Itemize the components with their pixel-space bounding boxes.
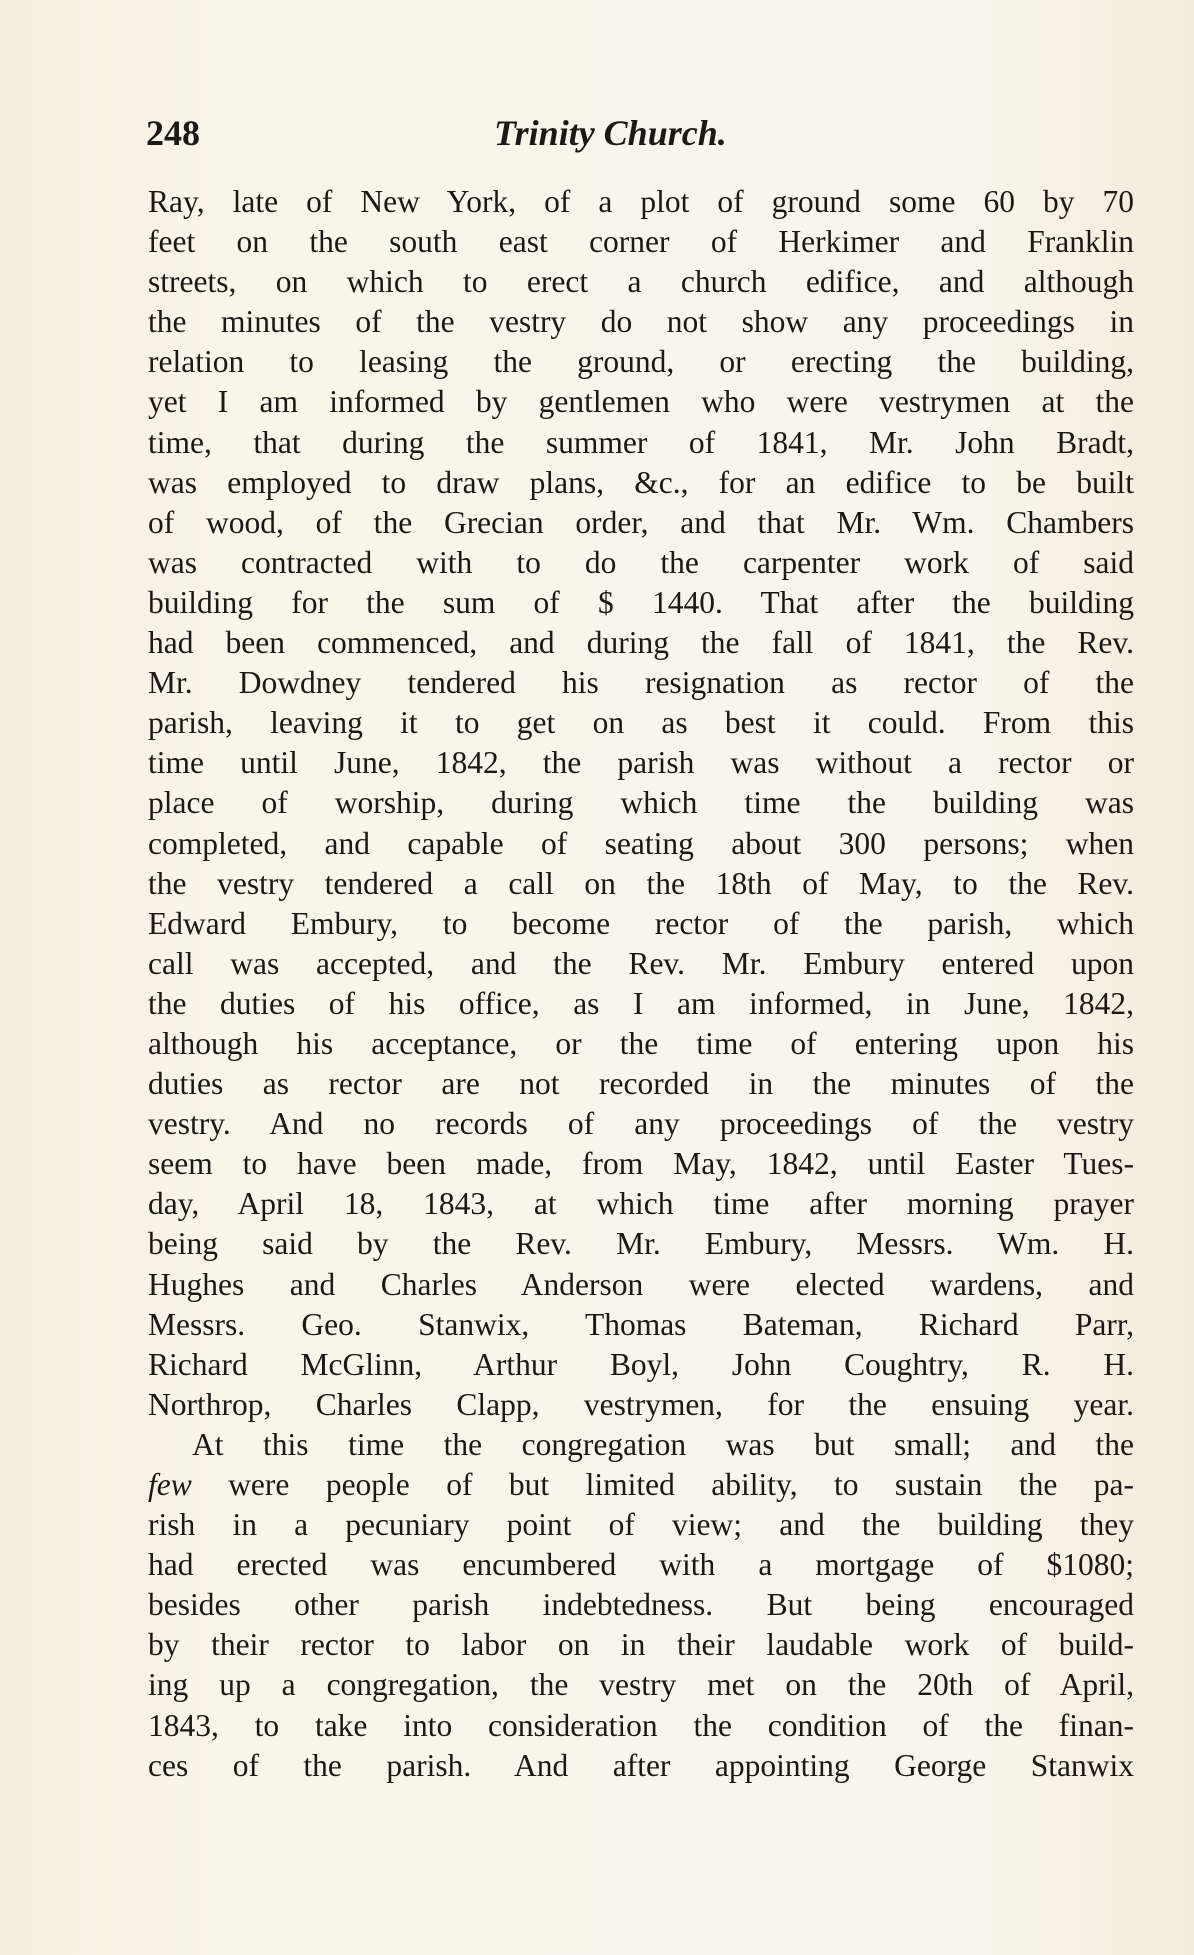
text-line: by their rector to labor on in their laudable work of build- (148, 1627, 1134, 1663)
text-line: Ray, late of New York, of a plot of ground some 60 by 70 (148, 184, 1134, 219)
text-line: Hughes and Charles Anderson were elected wardens, and (148, 1266, 1134, 1302)
text-line: had been commenced, and during the fall of 1841, the Rev. (148, 625, 1134, 661)
text-line: was contracted with to do the carpenter work of said (148, 544, 1134, 580)
text-line: being said by the Rev. Mr. Embury, Messrs. Wm. H. (148, 1226, 1134, 1262)
text-line: the vestry tendered a call on the 18th of May, to the Rev. (148, 865, 1134, 901)
text-line (148, 1465, 1134, 1505)
text-line: building for the sum of $ 1440. That after the building (148, 584, 1134, 620)
running-title: Trinity Church. (494, 113, 727, 153)
text-line: Messrs. Geo. Stanwix, Thomas Bateman, Richard Parr, (148, 1306, 1134, 1342)
text-line: had erected was encumbered with a mortgage of $1080; (148, 1547, 1134, 1583)
text-line: of wood, of the Grecian order, and that Mr. Wm. Chambers (148, 504, 1134, 540)
italic-word: few (148, 1467, 192, 1502)
text-line: was employed to draw plans, &c., for an edifice to be built (148, 464, 1134, 500)
text-line: besides other parish indebtedness. But being encouraged (148, 1587, 1134, 1623)
text-line: the duties of his office, as I am informed, in June, 1842, (148, 985, 1134, 1021)
text-line: Edward Embury, to become rector of the parish, which (148, 905, 1134, 941)
body-text (148, 182, 1134, 1786)
text-line: yet I am informed by gentlemen who were vestrymen at the (148, 384, 1134, 420)
text-line-rest: were people of but limited ability, to sustain the pa- (228, 1467, 1134, 1502)
paragraph-first-line: At this time the congregation was but small; and the (192, 1426, 1134, 1462)
page-header (146, 112, 846, 156)
text-line: day, April 18, 1843, at which time after morning prayer (148, 1186, 1134, 1222)
text-line: seem to have been made, from May, 1842, until Easter Tues- (148, 1146, 1134, 1182)
text-line: feet on the south east corner of Herkimer and Franklin (148, 224, 1134, 260)
text-line: Richard McGlinn, Arthur Boyl, John Coughtry, R. H. (148, 1346, 1134, 1382)
text-line: call was accepted, and the Rev. Mr. Embury entered upon (148, 945, 1134, 981)
text-line: place of worship, during which time the building was (148, 785, 1134, 821)
text-line: Mr. Dowdney tendered his resignation as rector of the (148, 665, 1134, 701)
text-line: ing up a congregation, the vestry met on the 20th of April, (148, 1667, 1134, 1703)
text-line: time, that during the summer of 1841, Mr. John Bradt, (148, 424, 1134, 460)
text-line: completed, and capable of seating about 300 persons; when (148, 825, 1134, 861)
text-line: parish, leaving it to get on as best it could. From this (148, 705, 1134, 741)
text-line: although his acceptance, or the time of entering upon his (148, 1025, 1134, 1061)
text-line: streets, on which to erect a church edifice, and although (148, 264, 1134, 300)
text-line: duties as rector are not recorded in the minutes of the (148, 1066, 1134, 1102)
text-line: time until June, 1842, the parish was without a rector or (148, 745, 1134, 781)
text-line: vestry. And no records of any proceedings of the vestry (148, 1106, 1134, 1142)
text-line: the minutes of the vestry do not show any proceedings in (148, 304, 1134, 340)
text-line: ces of the parish. And after appointing George Stanwix (148, 1747, 1134, 1783)
text-line: Northrop, Charles Clapp, vestrymen, for the ensuing year. (148, 1386, 1134, 1422)
page-number: 248 (146, 113, 200, 153)
text-line: 1843, to take into consideration the condition of the finan- (148, 1707, 1134, 1743)
text-line: rish in a pecuniary point of view; and the building they (148, 1507, 1134, 1543)
text-line: relation to leasing the ground, or erecting the building, (148, 344, 1134, 380)
